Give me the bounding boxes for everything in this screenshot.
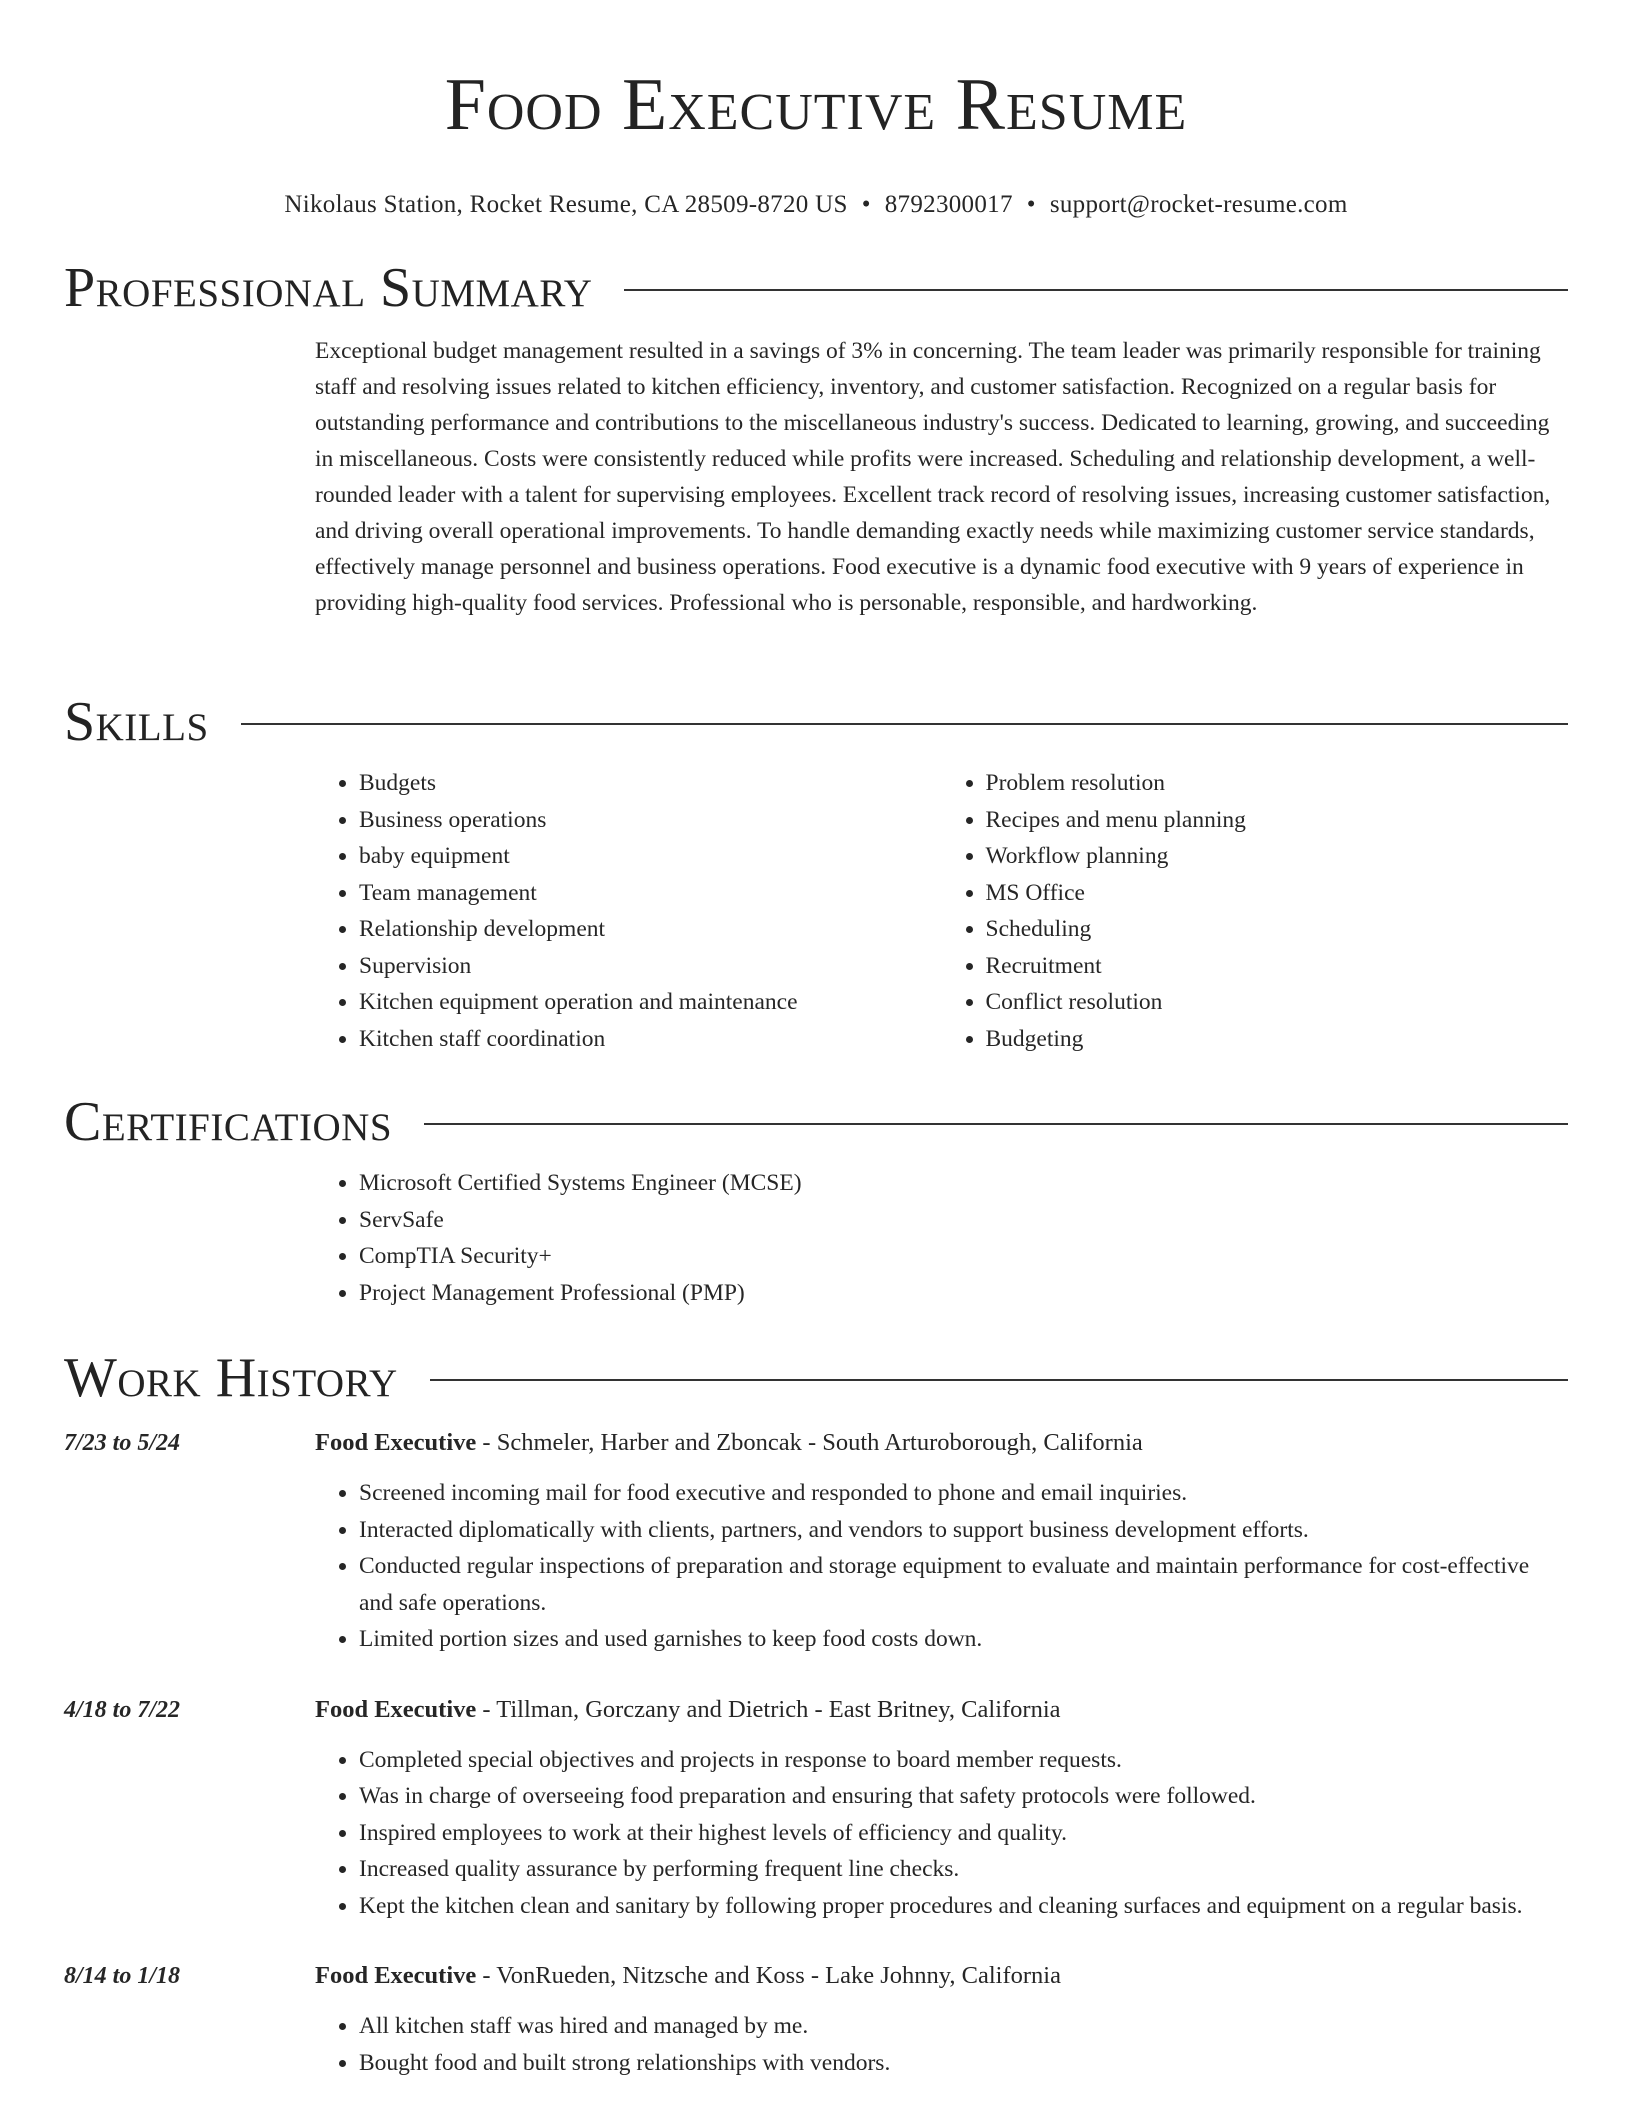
- job-entry: [64, 1425, 1568, 1658]
- skill-item: • Kitchen equipment operation and maintenance: [359, 984, 942, 1021]
- summary-section: [64, 253, 1568, 621]
- job-dates: 7/23 to 5/24: [64, 1430, 181, 1456]
- job-entry: [64, 1958, 1568, 2081]
- skills-heading: Skills: [64, 691, 209, 753]
- skills-list-left: [315, 765, 942, 1057]
- skill-item: • Problem resolution: [986, 765, 1569, 802]
- skill-item: • Recruitment: [986, 948, 1569, 985]
- job-bullet: • Completed special objectives and projects in response to board member requests.: [359, 1742, 1568, 1779]
- certification-item: • ServSafe: [359, 1202, 1568, 1239]
- job-header: [315, 1692, 1568, 1728]
- summary-heading: Professional Summary: [64, 257, 593, 319]
- section-divider: [624, 289, 1568, 291]
- contact-address: Nikolaus Station, Rocket Resume, CA 28509-8720 US: [284, 191, 848, 218]
- summary-body: [315, 333, 1568, 621]
- job-bullets: [315, 2008, 1568, 2081]
- skills-list-right: [942, 765, 1569, 1057]
- job-title: Food Executive: [315, 1962, 477, 1989]
- job-bullet: • Kept the kitchen clean and sanitary by following proper procedures and cleaning surfaces and equipment on a regular basis.: [359, 1888, 1568, 1925]
- contact-separator: •: [1026, 191, 1036, 218]
- work-heading: Work History: [64, 1347, 398, 1409]
- skill-item: • MS Office: [986, 875, 1569, 912]
- certifications-list: [315, 1165, 1568, 1311]
- skills-section: [64, 687, 1568, 1057]
- job-dates: 8/14 to 1/18: [64, 1963, 181, 1989]
- job-bullet: • Screened incoming mail for food executive and responded to phone and email inquiries.: [359, 1475, 1568, 1512]
- certifications-heading: Certifications: [64, 1091, 393, 1153]
- job-bullet: • All kitchen staff was hired and managed by me.: [359, 2008, 1568, 2045]
- job-bullet: • Inspired employees to work at their highest levels of efficiency and quality.: [359, 1815, 1568, 1852]
- job-employer: - VonRueden, Nitzsche and Koss - Lake Johnny, California: [476, 1962, 1061, 1989]
- work-history-section: [64, 1343, 1568, 2081]
- skill-item: • Conflict resolution: [986, 984, 1569, 1021]
- job-bullet: • Was in charge of overseeing food preparation and ensuring that safety protocols were followed.: [359, 1778, 1568, 1815]
- contact-separator: •: [861, 191, 871, 218]
- skill-item: • Workflow planning: [986, 838, 1569, 875]
- job-title: Food Executive: [315, 1695, 477, 1723]
- skill-item: • Recipes and menu planning: [986, 802, 1569, 839]
- job-header: [315, 1958, 1568, 1994]
- certifications-body: [315, 1165, 1568, 1311]
- work-heading-row: [64, 1343, 1568, 1413]
- skill-item: • Business operations: [359, 802, 942, 839]
- skill-item: • Budgeting: [986, 1021, 1569, 1058]
- job-header: [315, 1425, 1568, 1461]
- resume-title: Food Executive Resume: [444, 64, 1188, 146]
- summary-heading-row: [64, 253, 1568, 323]
- job-bullet: • Bought food and built strong relationships with vendors.: [359, 2045, 1568, 2082]
- section-divider: [430, 1379, 1568, 1381]
- skill-item: • Supervision: [359, 948, 942, 985]
- certifications-heading-row: [64, 1087, 1568, 1157]
- skill-item: • Team management: [359, 875, 942, 912]
- summary-text: Exceptional budget management resulted in a savings of 3% in concerning. The team leader was primarily responsible for training staff and resolving issues related to kitchen efficiency, inventory, and customer satisfaction. Recognized on a regular basis for outstanding performance and contributions to the miscellaneous industry's success. Dedicated to learning, growing, and succeeding in miscellaneous. Costs were consistently reduced while profits were increased. Scheduling and relationship development, a well-rounded leader with a talent for supervising employees. Excellent track record of resolving issues, increasing customer satisfaction, and driving overall operational improvements. To handle demanding exactly needs while maximizing customer service standards, effectively manage personnel and business operations. Food executive is a dynamic food executive with 9 years of experience in providing high-quality food services. Professional who is personable, responsible, and hardworking.: [315, 338, 1551, 616]
- job-bullets: [315, 1475, 1568, 1658]
- job-main: [315, 1958, 1568, 2081]
- certification-item: • Project Management Professional (PMP): [359, 1275, 1568, 1312]
- skills-grid: [315, 765, 1568, 1057]
- certifications-section: [64, 1087, 1568, 1311]
- skill-item: • baby equipment: [359, 838, 942, 875]
- skill-item: • Budgets: [359, 765, 942, 802]
- skills-heading-row: [64, 687, 1568, 757]
- contact-line: [0, 190, 1632, 220]
- job-bullets: [315, 1742, 1568, 1925]
- skill-item: • Kitchen staff coordination: [359, 1021, 942, 1058]
- job-bullet: • Conducted regular inspections of preparation and storage equipment to evaluate and maintain performance for cost-effective and safe operations.: [359, 1548, 1568, 1621]
- job-title: Food Executive: [315, 1429, 477, 1456]
- job-entry: [64, 1692, 1568, 1925]
- job-employer: - Schmeler, Harber and Zboncak - South Arturoborough, California: [476, 1429, 1143, 1456]
- job-bullet: • Limited portion sizes and used garnishes to keep food costs down.: [359, 1621, 1568, 1658]
- job-employer: - Tillman, Gorczany and Dietrich - East Britney, California: [476, 1695, 1061, 1723]
- contact-email: support@rocket-resume.com: [1049, 191, 1348, 218]
- section-divider: [241, 723, 1568, 725]
- section-divider: [424, 1123, 1568, 1125]
- job-main: [315, 1692, 1568, 1925]
- job-bullet: • Interacted diplomatically with clients, partners, and vendors to support business development efforts.: [359, 1512, 1568, 1549]
- job-main: [315, 1425, 1568, 1658]
- skill-item: • Relationship development: [359, 911, 942, 948]
- skill-item: • Scheduling: [986, 911, 1569, 948]
- certification-item: • Microsoft Certified Systems Engineer (MCSE): [359, 1165, 1568, 1202]
- certification-item: • CompTIA Security+: [359, 1238, 1568, 1275]
- job-bullet: • Increased quality assurance by performing frequent line checks.: [359, 1851, 1568, 1888]
- contact-phone: 8792300017: [884, 191, 1013, 218]
- job-dates: 4/18 to 7/22: [64, 1696, 181, 1723]
